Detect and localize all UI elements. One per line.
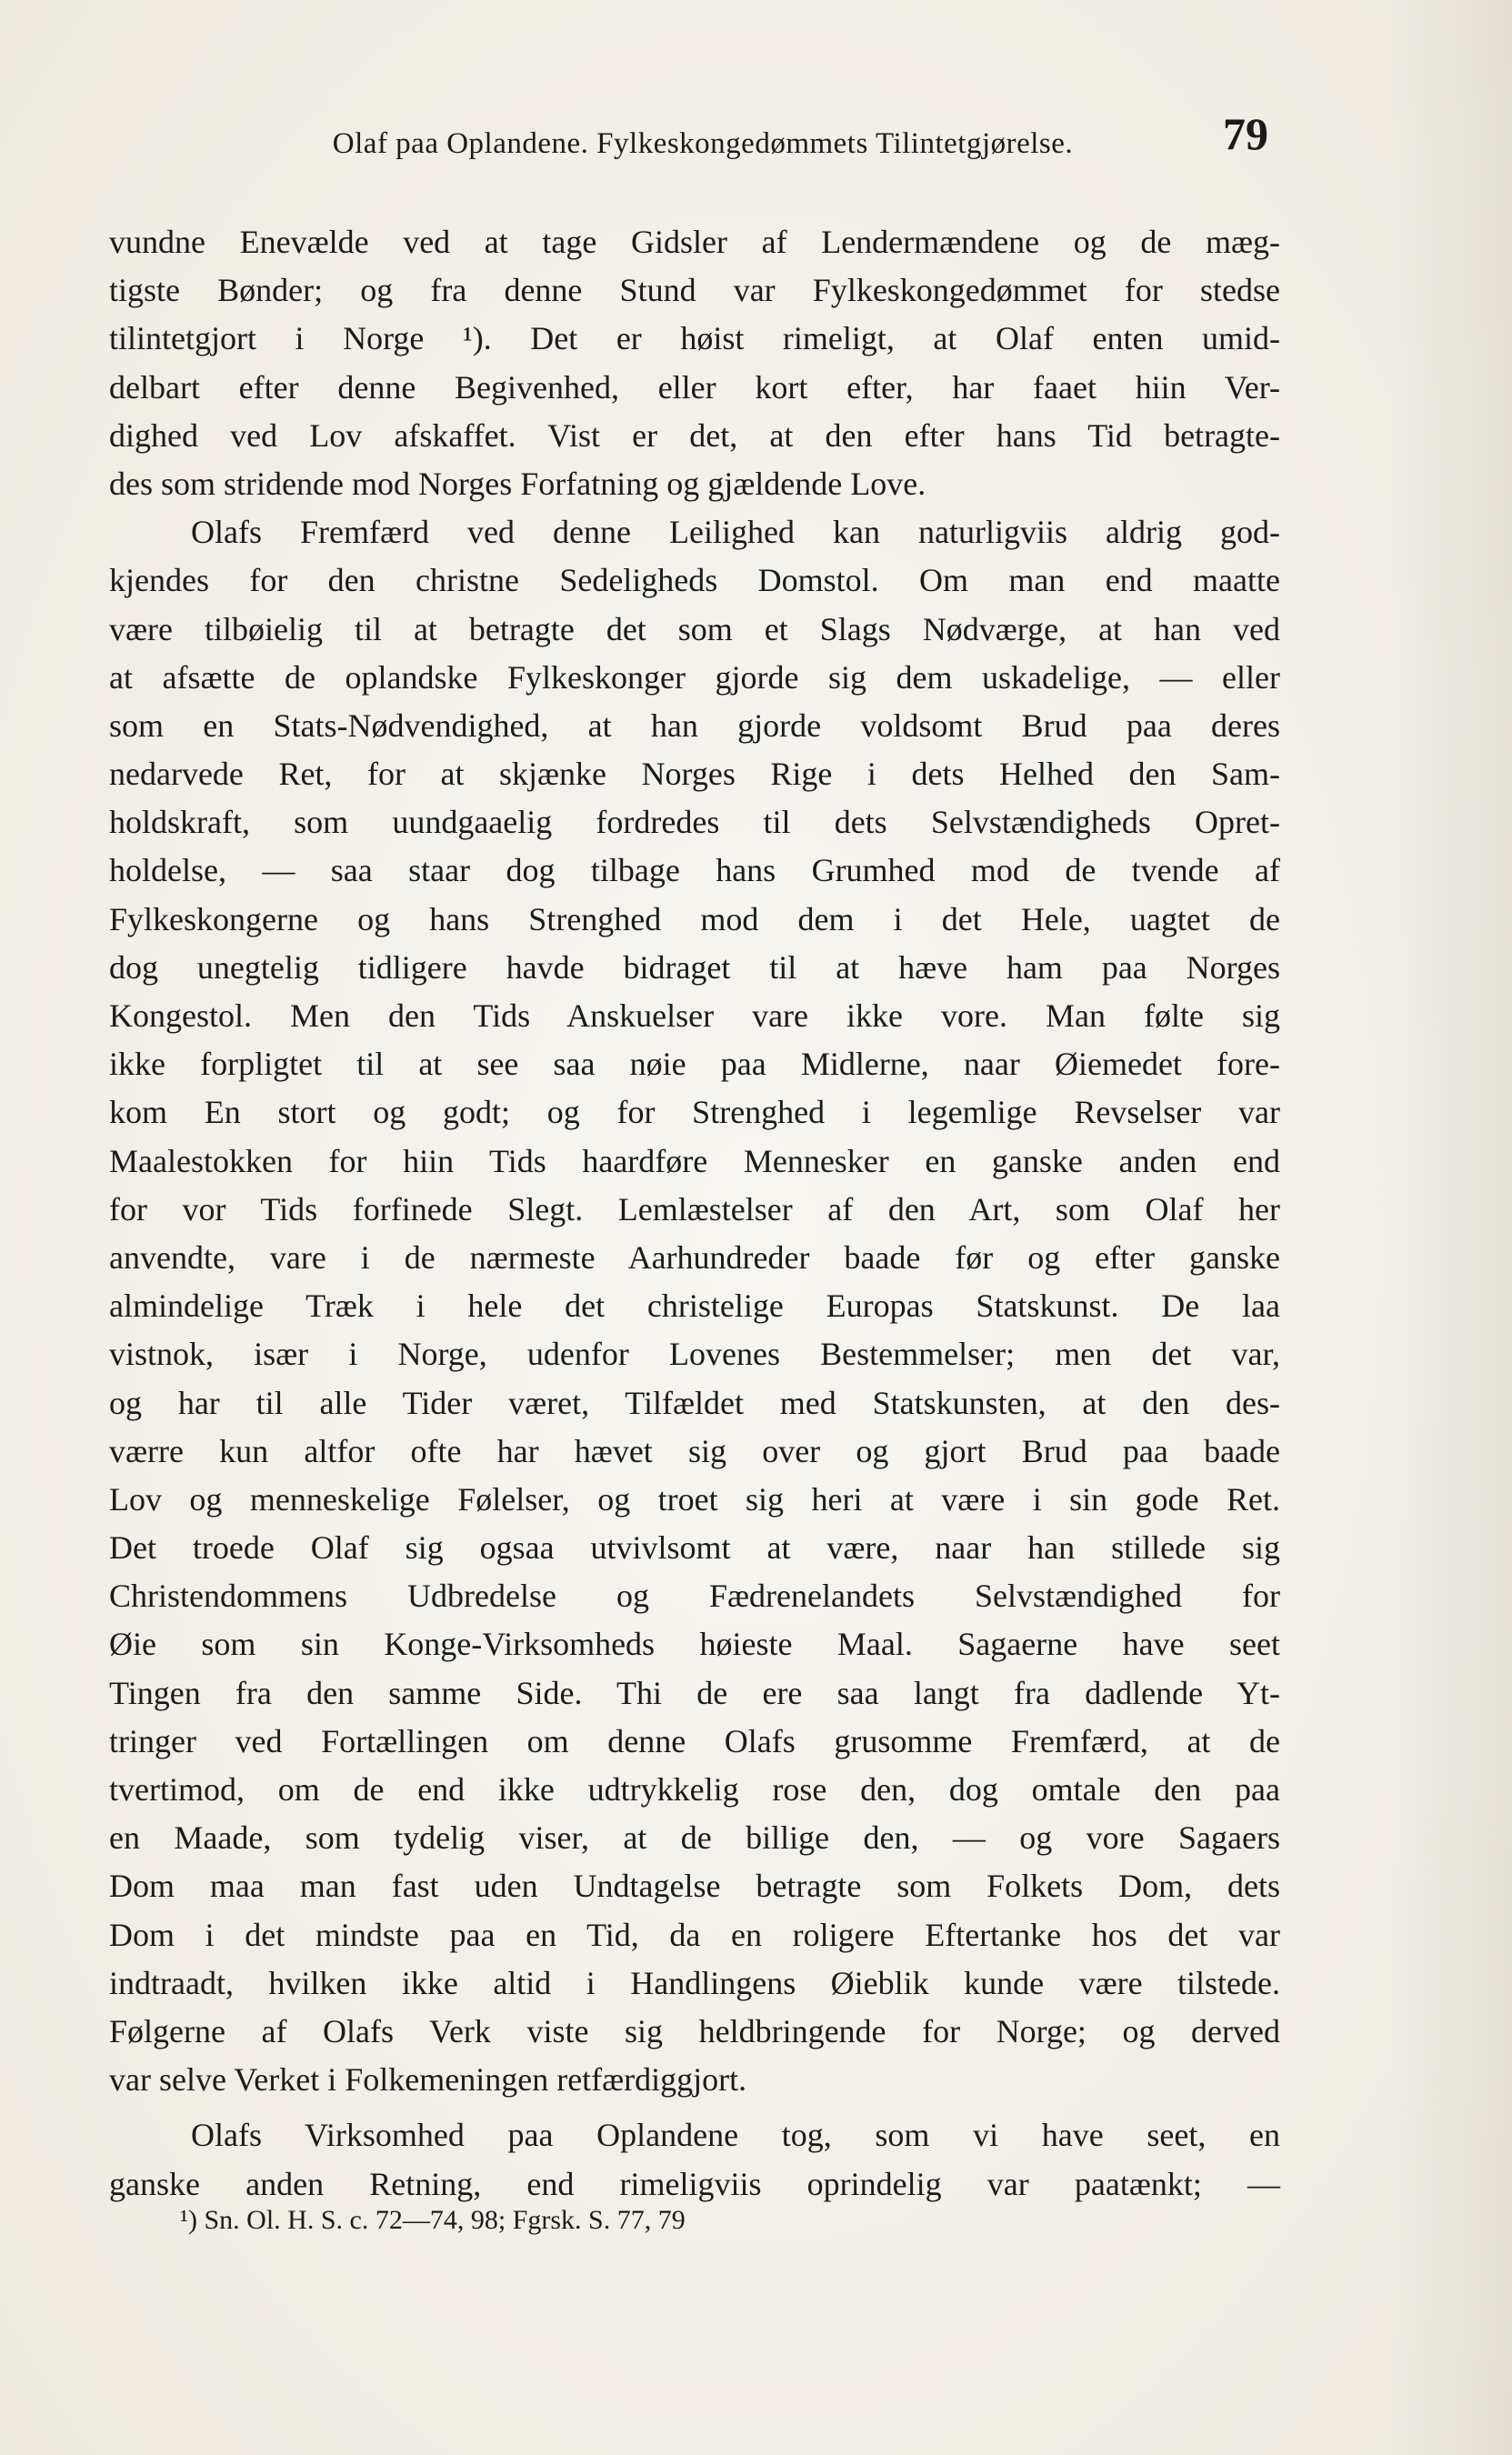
text-line: tilintetgjort i Norge ¹). Det er høist rimeligt, at Olaf enten umid- [109,320,1280,357]
text-line: ikke forpligtet til at see saa nøie paa Midlerne, naar Øiemedet fore- [109,1046,1280,1083]
text-line: anvendte, vare i de nærmeste Aarhundreder baade før og efter ganske [109,1238,1280,1276]
running-head: Olaf paa Oplandene. Fylkeskongedømmets Tilintetgjørelse. [332,127,1074,160]
text-line: dog unegtelig tidligere havde bidraget til at hæve ham paa Norges [109,948,1280,986]
text-line: Christendommens Udbredelse og Fædrenelandets Selvstændighed for [109,1578,1280,1615]
text-line: Lov og menneskelige Følelser, og troet sig heri at være i sin gode Ret. [109,1480,1280,1518]
text-line: Følgerne af Olafs Verk viste sig heldbringende for Norge; og derved [109,2012,1280,2049]
text-line: indtraadt, hvilken ikke altid i Handlingens Øieblik kunde være tilstede. [109,1964,1280,2001]
text-line: dighed ved Lov afskaffet. Vist er det, at den efter hans Tid betragte- [109,416,1280,454]
text-line: tvertimod, om de end ikke udtrykkelig rose den, dog omtale den paa [109,1771,1280,1808]
text-line: Dom i det mindste paa en Tid, da en roligere Eftertanke hos det var [109,1916,1280,1953]
text-line: en Maade, som tydelig viser, at de billige den, — og vore Sagaers [109,1819,1280,1857]
text-line: tigste Bønder; og fra denne Stund var Fylkeskongedømmet for stedse [109,272,1280,309]
text-line: værre kun altfor ofte har hævet sig over og gjort Brud paa baade [109,1432,1280,1469]
text-line: Maalestokken for hiin Tids haardføre Mennesker en ganske anden end [109,1142,1280,1179]
text-line: nedarvede Ret, for at skjænke Norges Rige i dets Helhed den Sam- [109,756,1280,793]
text-line: være tilbøielig til at betragte det som et Slags Nødværge, at han ved [109,610,1280,647]
text-line: holdelse, — saa staar dog tilbage hans Grumhed mod de tvende af [109,852,1280,889]
text-line: og har til alle Tider været, Tilfældet med Statskunsten, at den des- [109,1384,1280,1421]
body-text [109,218,1280,2209]
text-line: ganske anden Retning, end rimeligviis oprindelig var paatænkt; — [109,2165,1280,2202]
text-line: Øie som sin Konge-Virksomheds høieste Maal. Sagaerne have seet [109,1626,1280,1663]
text-line: almindelige Træk i hele det christelige Europas Statskunst. De laa [109,1288,1280,1325]
text-line: vistnok, især i Norge, udenfor Lovenes Bestemmelser; men det var, [109,1336,1280,1373]
text-line: Fylkeskongerne og hans Strenghed mod dem i det Hele, uagtet de [109,900,1280,937]
footnote: ¹) Sn. Ol. H. S. c. 72—74, 98; Fgrsk. S. 77, 79 [180,2205,686,2235]
text-line: at afsætte de oplandske Fylkeskonger gjorde sig dem uskadelige, — eller [109,658,1280,696]
text-line: vundne Enevælde ved at tage Gidsler af Lendermændene og de mæg- [109,224,1280,260]
text-line: kjendes for den christne Sedeligheds Domstol. Om man end maatte [109,562,1280,599]
text-line: tringer ved Fortællingen om denne Olafs grusomme Fremfærd, at de [109,1722,1280,1759]
text-line: som en Stats-Nødvendighed, at han gjorde voldsomt Brud paa deres [109,706,1280,744]
text-line: Kongestol. Men den Tids Anskuelser vare ikke vore. Man følte sig [109,997,1280,1034]
text-line: Dom maa man fast uden Undtagelse betragte som Folkets Dom, dets [109,1868,1280,1905]
text-line: for vor Tids forfinede Slegt. Lemlæstelser af den Art, som Olaf her [109,1190,1280,1228]
text-line: kom En stort og godt; og for Strenghed i legemlige Revselser var [109,1094,1280,1131]
page-number: 79 [1223,108,1268,159]
text-line: delbart efter denne Begivenhed, eller kort efter, har faaet hiin Ver- [109,368,1280,406]
text-line: var selve Verket i Folkemeningen retfærdiggjort. [109,2061,747,2099]
text-line: Det troede Olaf sig ogsaa utvivlsomt at være, naar han stillede sig [109,1529,1280,1567]
text-line: Olafs Virksomhed paa Oplandene tog, som vi have seet, en [191,2117,1280,2154]
text-line: des som stridende mod Norges Forfatning og gjældende Love. [109,465,926,502]
text-line: holdskraft, som uundgaaelig fordredes til dets Selvstændigheds Opret- [109,804,1280,841]
text-line: Tingen fra den samme Side. Thi de ere saa langt fra dadlende Yt- [109,1674,1280,1711]
text-line: Olafs Fremfærd ved denne Leilighed kan naturligviis aldrig god- [191,514,1280,551]
